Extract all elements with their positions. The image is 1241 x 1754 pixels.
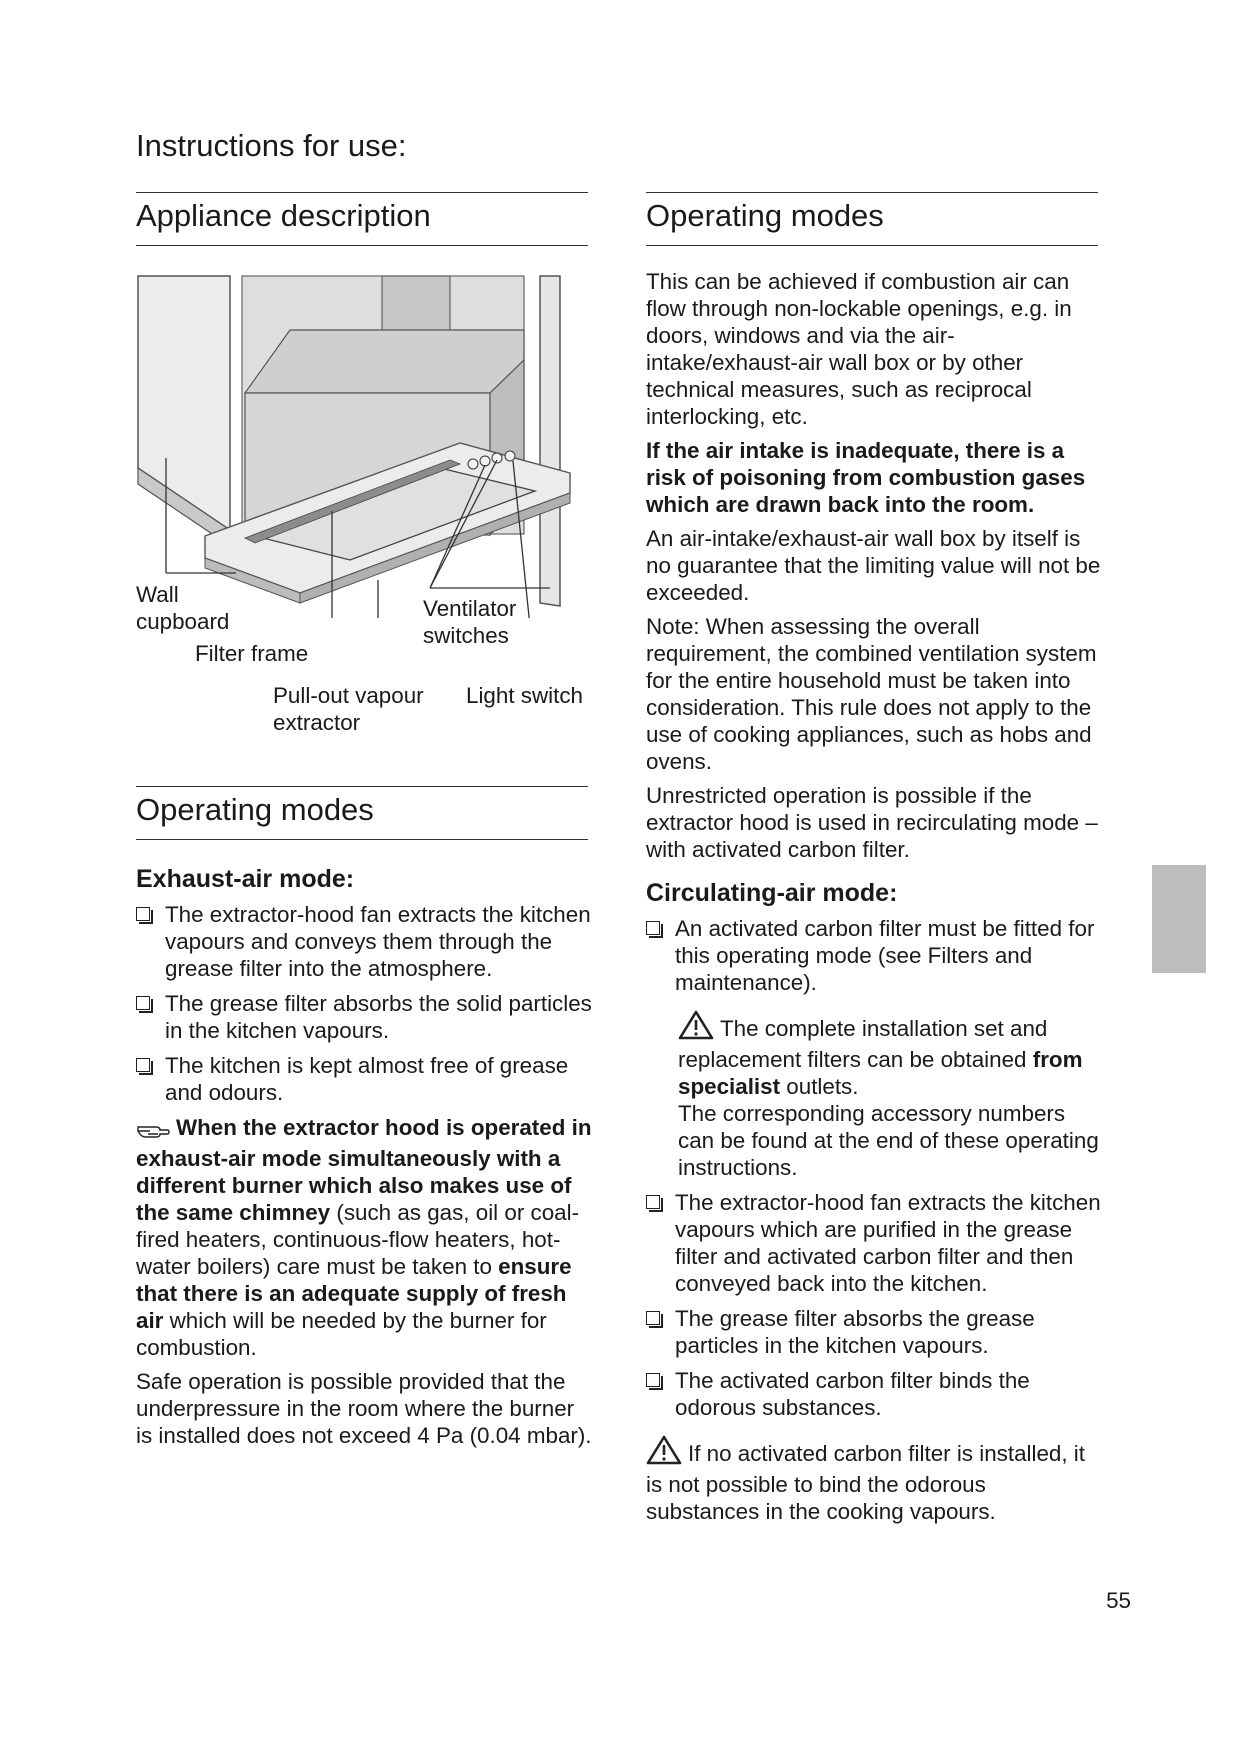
exhaust-note xyxy=(136,1114,592,1361)
divider xyxy=(136,839,588,840)
paragraph: An air-intake/exhaust-air wall box by itself is no guarantee that the limiting value will not be exceeded. xyxy=(646,526,1101,605)
note-bold-2: ensure that there is an adequate supply of fresh air xyxy=(136,1254,572,1333)
exhaust-heading: Exhaust-air mode: xyxy=(136,865,355,893)
bullet-text: The extractor-hood fan extracts the kitchen vapours which are purified in the grease filter and activated carbon filter and then conveyed back into the kitchen. xyxy=(675,1190,1101,1296)
warning-triangle-icon xyxy=(678,1010,714,1046)
divider xyxy=(646,245,1098,246)
list-item xyxy=(646,1367,1102,1421)
note-text-2: which will be needed by the burner for combustion. xyxy=(136,1308,547,1360)
label-extractor: extractor xyxy=(273,710,361,735)
label-light-switch: Light switch xyxy=(466,683,583,708)
bullet-text: An activated carbon filter must be fitted for this operating mode (see Filters and maintenance). xyxy=(675,916,1095,995)
warning-text-1: The complete installation set and replacement filters can be obtained xyxy=(678,1016,1048,1072)
list-item xyxy=(646,915,1102,996)
bullet-text: The extractor-hood fan extracts the kitchen vapours and conveys them through the grease filter into the atmosphere. xyxy=(165,902,591,981)
warning-note-2 xyxy=(646,1435,1102,1525)
bullet-text: The grease filter absorbs the grease particles in the kitchen vapours. xyxy=(675,1306,1035,1358)
list-item xyxy=(136,990,592,1044)
divider xyxy=(136,786,588,787)
label-filter-frame: Filter frame xyxy=(195,641,309,666)
wall-cupboard-right xyxy=(540,276,560,606)
page-number: 55 xyxy=(1106,1588,1131,1613)
divider xyxy=(136,245,588,246)
section-tab-marker xyxy=(1152,865,1206,973)
paragraph: This can be achieved if combustion air can flow through non-lockable openings, e.g. in doors, windows and via the air-intake/exhaust-air wall box or by other technical measures, such as reciprocal interlocking, etc. xyxy=(646,269,1072,429)
warning-text: If no activated carbon filter is installed, it is not possible to bind the odorous substances in the cooking vapours. xyxy=(646,1441,1086,1524)
label-cupboard: cupboard xyxy=(136,609,230,634)
checkbox-bullet-icon xyxy=(646,921,660,935)
checkbox-bullet-icon xyxy=(646,1195,660,1209)
page-title: Instructions for use: xyxy=(136,128,407,163)
list-item xyxy=(136,1052,592,1106)
right-operating-body xyxy=(646,268,1102,1532)
circulating-heading: Circulating-air mode: xyxy=(646,879,898,907)
label-switches: switches xyxy=(423,623,509,648)
section-title-operating-left: Operating modes xyxy=(136,792,374,827)
bullet-text: The kitchen is kept almost free of grease and odours. xyxy=(165,1053,569,1105)
paragraph: Note: When assessing the overall requirement, the combined ventilation system for the entire household must be taken into consideration. This rule does not apply to the use of cooking appliances, such as hobs and ovens. xyxy=(646,614,1097,774)
label-ventilator: Ventilator xyxy=(423,596,517,621)
checkbox-bullet-icon xyxy=(136,1058,150,1072)
hood-top xyxy=(245,330,524,393)
warning-bold: from specialist xyxy=(678,1047,1083,1099)
label-pullout: Pull-out vapour xyxy=(273,683,424,708)
section-title-operating-right: Operating modes xyxy=(646,198,884,233)
list-item xyxy=(646,1305,1102,1359)
note-text-1: (such as gas, oil or coal-fired heaters, continuous-flow heaters, hot-water boilers) care must be taken to xyxy=(136,1200,580,1279)
label-wall: Wall xyxy=(136,582,179,607)
warning-triangle-icon xyxy=(646,1435,682,1471)
warning-note xyxy=(646,1010,1102,1181)
list-item xyxy=(136,901,592,982)
checkbox-bullet-icon xyxy=(136,907,150,921)
section-title-appliance: Appliance description xyxy=(136,198,431,233)
bold-warning-paragraph xyxy=(646,437,1102,518)
warning-text-3: The corresponding accessory numbers can be found at the end of these operating instructions. xyxy=(678,1101,1099,1180)
warning-text-2: outlets. xyxy=(780,1074,859,1099)
divider xyxy=(646,192,1098,193)
note-bold-1: When the extractor hood is operated in exhaust-air mode simultaneously with a different burner which also makes use of the same chimney xyxy=(136,1115,592,1225)
list-item xyxy=(646,1189,1102,1297)
checkbox-bullet-icon xyxy=(646,1373,660,1387)
bullet-text: The grease filter absorbs the solid particles in the kitchen vapours. xyxy=(165,991,592,1043)
bullet-text: The activated carbon filter binds the odorous substances. xyxy=(675,1368,1030,1420)
paragraph: Unrestricted operation is possible if the extractor hood is used in recirculating mode – with activated carbon filter. xyxy=(646,783,1098,862)
bold-warning-text: If the air intake is inadequate, there is a risk of poisoning from combustion gases which are drawn back into the room. xyxy=(646,438,1086,517)
checkbox-bullet-icon xyxy=(646,1311,660,1325)
checkbox-bullet-icon xyxy=(136,996,150,1010)
appliance-diagram xyxy=(130,268,600,618)
safe-operation-paragraph: Safe operation is possible provided that the underpressure in the room where the burner is installed does not exceed 4 Pa (0.04 mbar). xyxy=(136,1369,592,1448)
divider xyxy=(136,192,588,193)
pointing-hand-icon xyxy=(136,1118,170,1145)
left-operating-body xyxy=(136,863,592,1456)
